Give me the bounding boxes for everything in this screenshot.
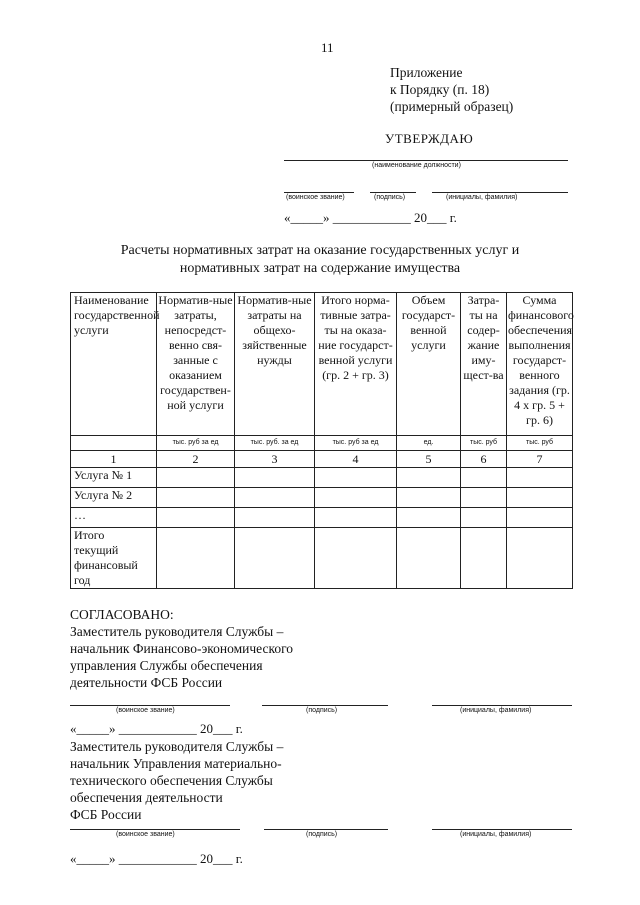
unit-cell: ед. <box>397 436 461 451</box>
title-line-2: нормативных затрат на содержание имущества <box>179 261 461 276</box>
table-cell <box>315 488 397 508</box>
person1-line: деятельности ФСБ России <box>70 675 223 690</box>
agreed-block <box>70 606 293 691</box>
rank-caption-1: (воинское звание) <box>116 707 175 714</box>
column-number: 7 <box>507 451 573 468</box>
rank-line-2 <box>70 829 240 830</box>
agreed-date-line-2: «_____» ____________ 20___ г. <box>70 851 243 866</box>
unit-cell: тыс. руб. за ед <box>235 436 315 451</box>
table-cell <box>397 528 461 589</box>
column-number: 6 <box>461 451 507 468</box>
table-units-row <box>71 436 573 451</box>
person1-line: управления Службы обеспечения <box>70 658 263 673</box>
position-caption: (наименование должности) <box>372 162 461 169</box>
name-caption: (инициалы, фамилия) <box>446 194 518 201</box>
header-volume: Объем государст-венной услуги <box>397 293 461 436</box>
table-cell <box>315 468 397 488</box>
header-direct-costs: Норматив-ные затраты, непосредст-венно свя-занные с оказанием государствен-ной услуги <box>157 293 235 436</box>
person1-line: начальник Финансово-экономического <box>70 641 294 656</box>
person2-line: ФСБ России <box>70 807 142 822</box>
column-number: 2 <box>157 451 235 468</box>
costs-table <box>70 292 573 589</box>
table-total-row <box>71 528 573 589</box>
column-number: 1 <box>71 451 157 468</box>
title-line-1: Расчеты нормативных затрат на оказание государственных услуг и <box>120 243 520 258</box>
rank-caption-2: (воинское звание) <box>116 831 175 838</box>
table-cell <box>235 508 315 528</box>
appendix-note <box>390 64 513 115</box>
appendix-line: к Порядку (п. 18) <box>390 82 490 97</box>
name-caption-1: (инициалы, фамилия) <box>460 707 532 714</box>
agreed-block-2 <box>70 738 283 823</box>
table-cell <box>235 488 315 508</box>
signature-line-1 <box>262 705 388 706</box>
table-cell <box>461 508 507 528</box>
table-cell <box>397 468 461 488</box>
header-service-name: Наименование государственной услуги <box>71 293 157 436</box>
name-caption-2: (инициалы, фамилия) <box>460 831 532 838</box>
approve-date-line: «_____» ____________ 20___ г. <box>284 210 457 225</box>
table-cell <box>157 488 235 508</box>
signature-caption-1: (подпись) <box>306 707 338 714</box>
unit-cell: тыс. руб <box>461 436 507 451</box>
service-name-cell: Услуга № 2 <box>71 488 157 508</box>
table-cell <box>235 468 315 488</box>
table-cell <box>507 468 573 488</box>
table-row <box>71 468 573 488</box>
agreed-title: СОГЛАСОВАНО: <box>70 607 174 622</box>
person2-line: обеспечения деятельности <box>70 790 223 805</box>
signature-line-2 <box>264 829 388 830</box>
header-property-costs: Затра-ты на содер-жание иму-щест-ва <box>461 293 507 436</box>
table-cell <box>507 508 573 528</box>
person2-line: начальник Управления материально- <box>70 756 282 771</box>
column-number: 3 <box>235 451 315 468</box>
appendix-line: (примерный образец) <box>390 99 514 114</box>
header-general-costs: Норматив-ные затраты на общехо-зяйственные нужды <box>235 293 315 436</box>
table-cell <box>397 488 461 508</box>
unit-cell: тыс. руб <box>507 436 573 451</box>
table-cell <box>157 528 235 589</box>
document-title <box>0 242 640 278</box>
person2-line: Заместитель руководителя Службы – <box>70 739 284 754</box>
total-label: Итого текущий финансовый год <box>74 528 138 587</box>
name-line <box>432 192 568 193</box>
person1-line: Заместитель руководителя Службы – <box>70 624 284 639</box>
signature-caption-2: (подпись) <box>306 831 338 838</box>
signature-caption: (подпись) <box>374 194 406 201</box>
table-cell <box>397 508 461 528</box>
table-row <box>71 488 573 508</box>
table-cell <box>315 528 397 589</box>
table-row <box>71 508 573 528</box>
table-cell <box>235 528 315 589</box>
service-name-cell: … <box>71 508 157 528</box>
position-line <box>284 160 568 161</box>
table-cell <box>315 508 397 528</box>
name-line-1 <box>432 705 572 706</box>
header-total-costs: Итого норма-тивные затра-ты на оказа-ние государст-венной услуги (гр. 2 + гр. 3) <box>315 293 397 436</box>
person2-line: технического обеспечения Службы <box>70 773 273 788</box>
unit-cell: тыс. руб за ед <box>315 436 397 451</box>
agreed-date-line-1: «_____» ____________ 20___ г. <box>70 721 243 736</box>
table-cell <box>461 488 507 508</box>
rank-line <box>284 192 354 193</box>
appendix-line: Приложение <box>390 65 463 80</box>
column-number: 5 <box>397 451 461 468</box>
rank-caption: (воинское звание) <box>286 194 345 201</box>
table-header-row <box>71 293 573 436</box>
signature-line <box>370 192 416 193</box>
total-label-cell <box>71 528 157 589</box>
header-financing-sum: Сумма финансового обеспечения выполнения государст-венного задания (гр. 4 х гр. 5 + гр. 6) <box>507 293 573 436</box>
table-cell <box>507 528 573 589</box>
name-line-2 <box>432 829 572 830</box>
unit-cell <box>71 436 157 451</box>
page-number: 11 <box>321 40 334 55</box>
table-number-row <box>71 451 573 468</box>
service-name-cell: Услуга № 1 <box>71 468 157 488</box>
table-cell <box>461 468 507 488</box>
table-cell <box>157 508 235 528</box>
unit-cell: тыс. руб за ед <box>157 436 235 451</box>
table-cell <box>157 468 235 488</box>
table-cell <box>507 488 573 508</box>
column-number: 4 <box>315 451 397 468</box>
table-cell <box>461 528 507 589</box>
rank-line-1 <box>70 705 230 706</box>
approve-title: УТВЕРЖДАЮ <box>385 131 474 146</box>
